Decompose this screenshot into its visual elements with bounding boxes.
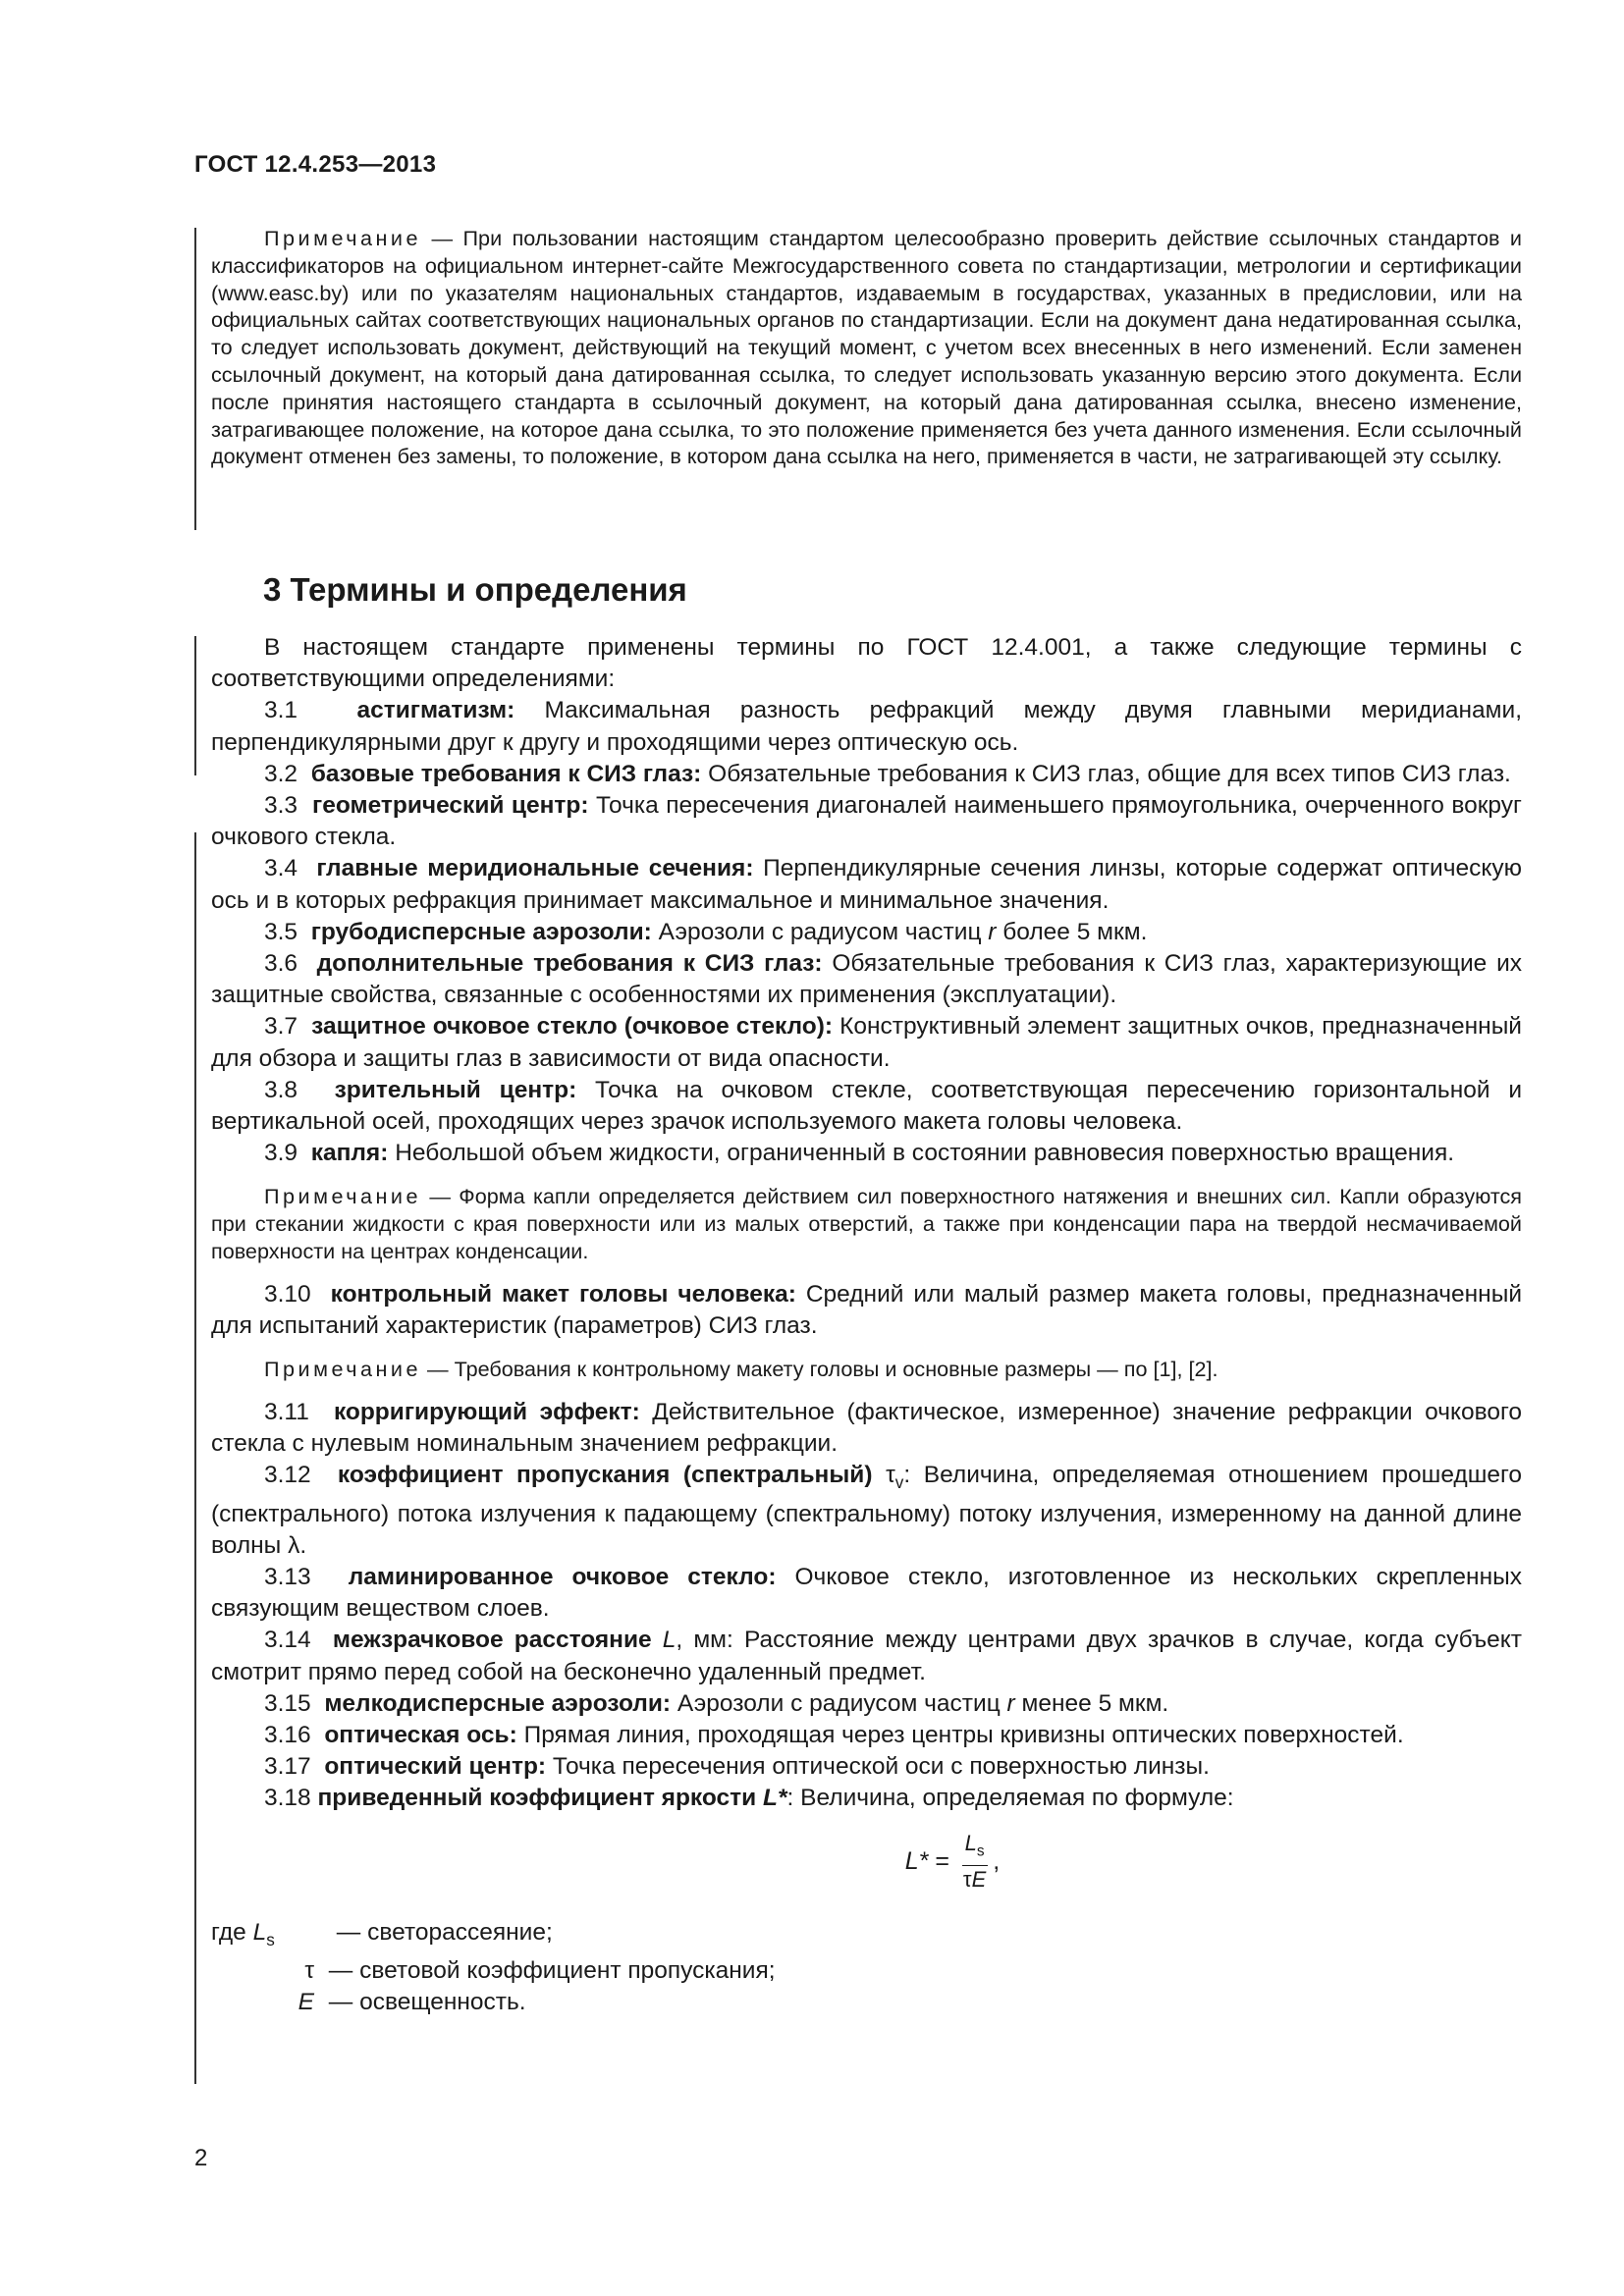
- formula-lhs: L*: [904, 1847, 929, 1876]
- note-head: Примечание — Требования к контрольному макету головы и основные размеры — по [1], [2].: [264, 1357, 1218, 1382]
- term-3-5: 3.5 грубодисперсные аэрозоли: Аэрозоли с радиусом частиц r более 5 мкм.: [264, 918, 1148, 945]
- term-3-2: 3.2 базовые требования к СИЗ глаз: Обязательные требования к СИЗ глаз, общие для всех типов СИЗ глаз.: [264, 760, 1511, 787]
- formula-fraction: $\frac{L_s}{\tau E}$: [962, 1830, 987, 1892]
- revision-bar: [194, 636, 196, 775]
- term-3-1: 3.1 астигматизм: Максимальная разность рефракций между двумя главными меридианами, перпендикулярными друг к другу и проходящими через оптическую ось.: [211, 697, 1523, 756]
- formula-comma: ,: [993, 1847, 1001, 1876]
- where-item: где $L_s$ — светорассеяние;: [211, 1918, 553, 1949]
- document-header: ГОСТ 12.4.253—2013: [194, 151, 437, 178]
- term-3-13: 3.13 ламинированное очковое стекло: Очковое стекло, изготовленное из нескольких скрепленных связующим веществом слоев.: [211, 1563, 1522, 1623]
- term-3-3: 3.3 геометрический центр: Точка пересечения диагоналей наименьшего прямоугольника, очерченного вокруг очкового стекла.: [211, 792, 1522, 851]
- note-drop: Примечание — Форма капли определяется действием сил поверхностного натяжения и внешних сил. Капли образуются при стекании жидкости с края поверхности или из малых отверстий, а также при конденсации пара на твердой несмачиваемой поверхности на центрах конденсации.: [211, 1184, 1522, 1264]
- note-references: [211, 225, 1522, 470]
- formula-equals: =: [928, 1847, 956, 1876]
- term-3-18: 3.18 приведенный коэффициент яркости L*: Величина, определяемая по формуле:: [264, 1785, 1234, 1812]
- term-3-12: 3.12 коэффициент пропускания (спектральный) $\tau_v$: Величина, определяемая отношением прошедшего (спектрального) потока излучения к падающему (спектральному) потоку излучения, измеренному на данной длине волны λ.: [211, 1462, 1523, 1559]
- term-3-4: 3.4 главные меридиональные сечения: Перпендикулярные сечения линзы, которые содержат оптическую ось и в которых рефракция принимает максимальное и минимальное значения.: [211, 855, 1522, 914]
- note-text: — При пользовании настоящим стандартом целесообразно проверить действие ссылочных стандартов и классификаторов на официальном интернет-сайте Межгосударственного совета по стандартизации, метрологии и сертификации (www.easc.by) или по указателям национальных стандартов, издаваемым в государствах, указанных в предисловии, или на официальных сайтах соответствующих национальных органов по стандартизации. Если на документ дана недатированная ссылка, то следует использовать документ, действующий на текущий момент, с учетом всех внесенных в него изменений. Если заменен ссылочный документ, на который дана датированная ссылка, то следует использовать указанную версию этого документа. Если после принятия настоящего стандарта в ссылочный документ, на который дана датированная ссылка, внесено изменение, затрагивающее положение, на которое дана ссылка, то это положение применяется без учета данного изменения. Если ссылочный документ отменен без замены, то положение, в котором дана ссылка на него, применяется в части, не затрагивающей эту ссылку.: [211, 226, 1522, 469]
- term-3-14: 3.14 межзрачковое расстояние L, мм: Расстояние между центрами двух зрачков в случае, когда субъект смотрит прямо перед собой на бесконечно удаленный предмет.: [211, 1627, 1522, 1685]
- revision-bar: [194, 832, 196, 2084]
- page-number: 2: [194, 2145, 208, 2171]
- term-3-10: 3.10 контрольный макет головы человека: Средний или малый размер макета головы, предназначенный для испытаний характеристик (параметров) СИЗ глаз.: [211, 1280, 1523, 1340]
- revision-bar: [194, 228, 196, 530]
- term-3-15: 3.15 мелкодисперсные аэрозоли: Аэрозоли с радиусом частиц r менее 5 мкм.: [264, 1689, 1169, 1717]
- where-item: τ — световой коэффициент пропускания;: [304, 1956, 776, 1984]
- term-3-11: 3.11 корригирующий эффект: Действительное (фактическое, измеренное) значение рефракции очкового стекла с нулевым номинальным значением рефракции.: [211, 1399, 1522, 1458]
- term-3-6: 3.6 дополнительные требования к СИЗ глаз: Обязательные требования к СИЗ глаз, характеризующие их защитные свойства, связанные с особенностями их применения (эксплуатации).: [211, 950, 1523, 1009]
- section-title: 3 Термины и определения: [263, 571, 687, 608]
- terms-section: [211, 632, 1522, 2018]
- where-item: E — освещенность.: [298, 1988, 526, 2015]
- term-3-9: 3.9 капля: Небольшой объем жидкости, ограниченный в состоянии равновесия поверхностью вращения.: [264, 1140, 1455, 1167]
- intro-paragraph: В настоящем стандарте применены термины по ГОСТ 12.4.001, а также следующие термины с соответствующими определениями:: [211, 634, 1522, 693]
- formula-luminance: [211, 1831, 1522, 1903]
- term-3-17: 3.17 оптический центр: Точка пересечения оптической оси с поверхностью линзы.: [264, 1753, 1210, 1781]
- term-3-8: 3.8 зрительный центр: Точка на очковом стекле, соответствующая пересечению горизонтальной и вертикальной осей, проходящих через зрачок используемого макета головы человека.: [211, 1076, 1522, 1136]
- term-3-7: 3.7 защитное очковое стекло (очковое стекло): Конструктивный элемент защитных очков, предназначенный для обзора и защиты глаз в зависимости от вида опасности.: [211, 1013, 1522, 1072]
- term-3-16: 3.16 оптическая ось: Прямая линия, проходящая через центры кривизны оптических поверхностей.: [264, 1721, 1404, 1748]
- note-label: Примечание: [264, 226, 421, 250]
